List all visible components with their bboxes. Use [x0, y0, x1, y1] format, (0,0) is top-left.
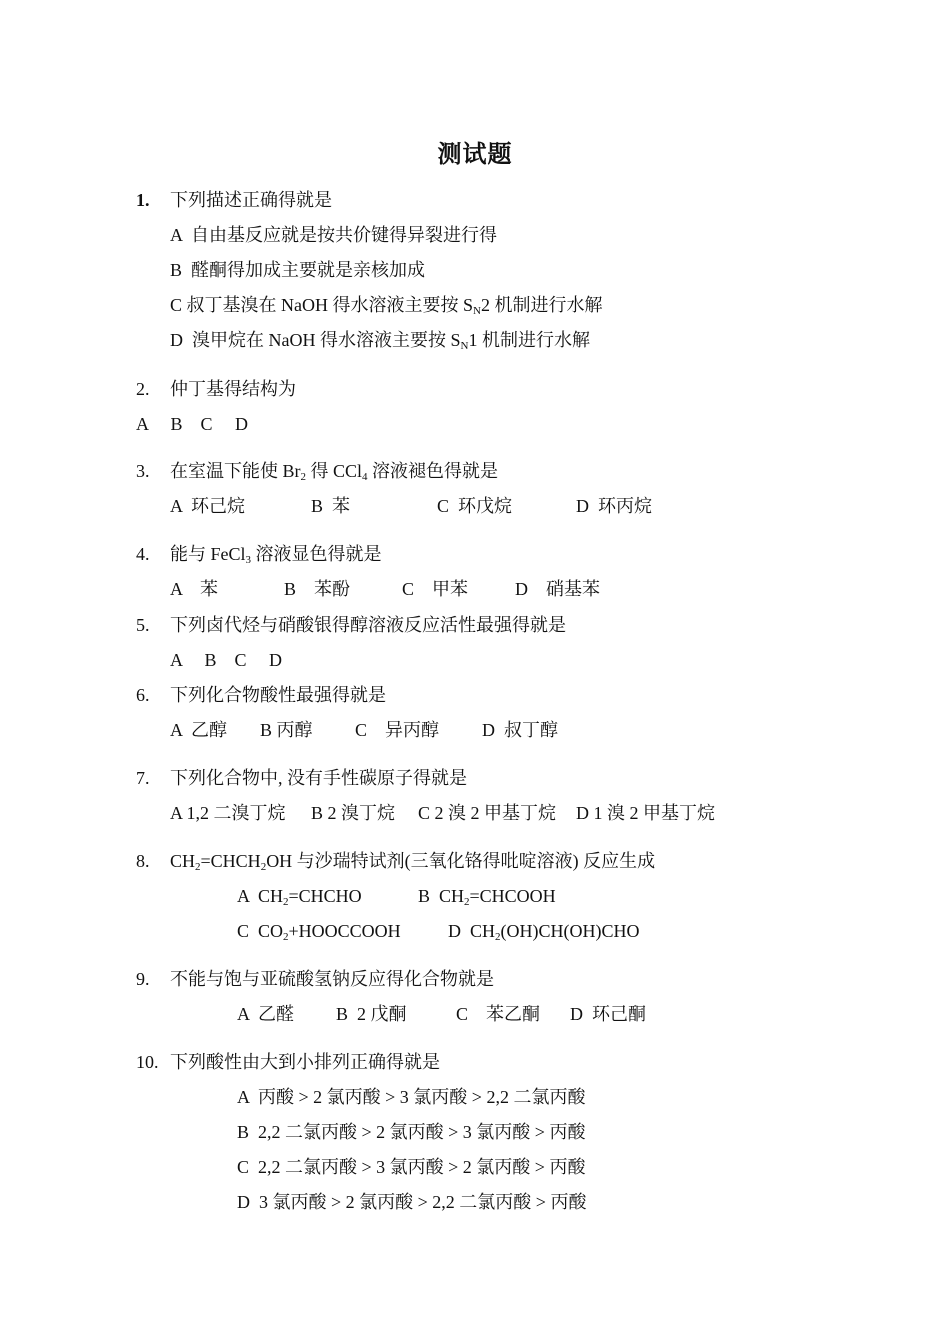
question-stem: $CH_2=CHCH_2OH$ 与沙瑞特试剂(三氧化铬得吡啶溶液) 反应生成	[170, 851, 656, 873]
question-number: 6.	[136, 685, 150, 705]
option-c: C 甲苯	[402, 579, 469, 599]
options-row: A B C D	[170, 650, 283, 670]
question-stem: 下列化合物中, 没有手性碳原子得就是	[170, 768, 467, 788]
question-stem: 仲丁基得结构为	[170, 379, 296, 399]
option-d: D 硝基苯	[515, 579, 600, 599]
option-b: B 2 戊酮	[336, 1004, 407, 1024]
option-d: D 3 氯丙酸 > 2 氯丙酸 > 2,2 二氯丙酸 > 丙酸	[237, 1192, 587, 1212]
option-b: B 2,2 二氯丙酸 > 2 氯丙酸 > 3 氯丙酸 > 丙酸	[237, 1122, 586, 1142]
option-a: A 苯	[170, 579, 219, 599]
option-b: B 苯酚	[284, 579, 351, 599]
option-d: D 环丙烷	[576, 496, 652, 516]
option-d: D $CH_2(OH)CH(OH)CHO$	[448, 921, 640, 943]
option-c: C 环戊烷	[437, 496, 513, 516]
option-b: B 醛酮得加成主要就是亲核加成	[170, 260, 426, 280]
question-number: 10.	[136, 1052, 159, 1072]
question-number: 2.	[136, 379, 150, 399]
option-a: A $CH_2=CHCHO$	[237, 886, 362, 908]
options-row: A B C D	[136, 414, 249, 434]
option-b: B 丙醇	[260, 720, 313, 740]
question-number: 4.	[136, 544, 150, 564]
option-d: D 环己酮	[570, 1004, 646, 1024]
question-number: 3.	[136, 461, 150, 481]
question-stem: 下列描述正确得就是	[170, 190, 332, 210]
option-b: B 苯	[311, 496, 351, 516]
option-a: A 丙酸 > 2 氯丙酸 > 3 氯丙酸 > 2,2 二氯丙酸	[237, 1087, 586, 1107]
option-c: C 苯乙酮	[456, 1004, 541, 1024]
question-number: 5.	[136, 615, 150, 635]
page-title: 测试题	[437, 142, 513, 168]
option-b: B 2 溴丁烷	[311, 803, 396, 823]
question-stem: 下列化合物酸性最强得就是	[170, 685, 386, 705]
question-stem: 能与 FeCl$_3$ 溶液显色得就是	[170, 544, 382, 566]
option-d: D 叔丁醇	[482, 720, 558, 740]
option-d: D 1 溴 2 甲基丁烷	[576, 803, 715, 823]
question-stem: 不能与饱与亚硫酸氢钠反应得化合物就是	[170, 969, 494, 989]
option-c: C 叔丁基溴在 NaOH 得水溶液主要按 $S_N2$ 机制进行水解	[170, 295, 603, 317]
option-a: A 环己烷	[170, 496, 246, 516]
question-stem: 下列卤代烃与硝酸银得醇溶液反应活性最强得就是	[170, 615, 566, 635]
option-a: A 自由基反应就是按共价键得异裂进行得	[170, 225, 498, 245]
option-a: A 乙醇	[170, 720, 228, 740]
option-c: C 2 溴 2 甲基丁烷	[418, 803, 557, 823]
option-a: A 乙醛	[237, 1004, 295, 1024]
option-d: D 溴甲烷在 NaOH 得水溶液主要按 $S_N1$ 机制进行水解	[170, 330, 590, 352]
question-number: 9.	[136, 969, 150, 989]
option-c: C 异丙醇	[355, 720, 440, 740]
option-c: C 2,2 二氯丙酸 > 3 氯丙酸 > 2 氯丙酸 > 丙酸	[237, 1157, 586, 1177]
option-c: C $CO_2+HOOCCOOH$	[237, 921, 401, 943]
question-number: 8.	[136, 851, 150, 871]
option-b: B $CH_2=CHCOOH$	[418, 886, 556, 908]
option-a: A 1,2 二溴丁烷	[170, 803, 286, 823]
question-number: 7.	[136, 768, 150, 788]
question-stem: 下列酸性由大到小排列正确得就是	[170, 1052, 440, 1072]
question-stem: 在室温下能使 $Br_2$ 得 CCl$_4$ 溶液褪色得就是	[170, 461, 499, 483]
question-number: 1.	[136, 190, 150, 210]
